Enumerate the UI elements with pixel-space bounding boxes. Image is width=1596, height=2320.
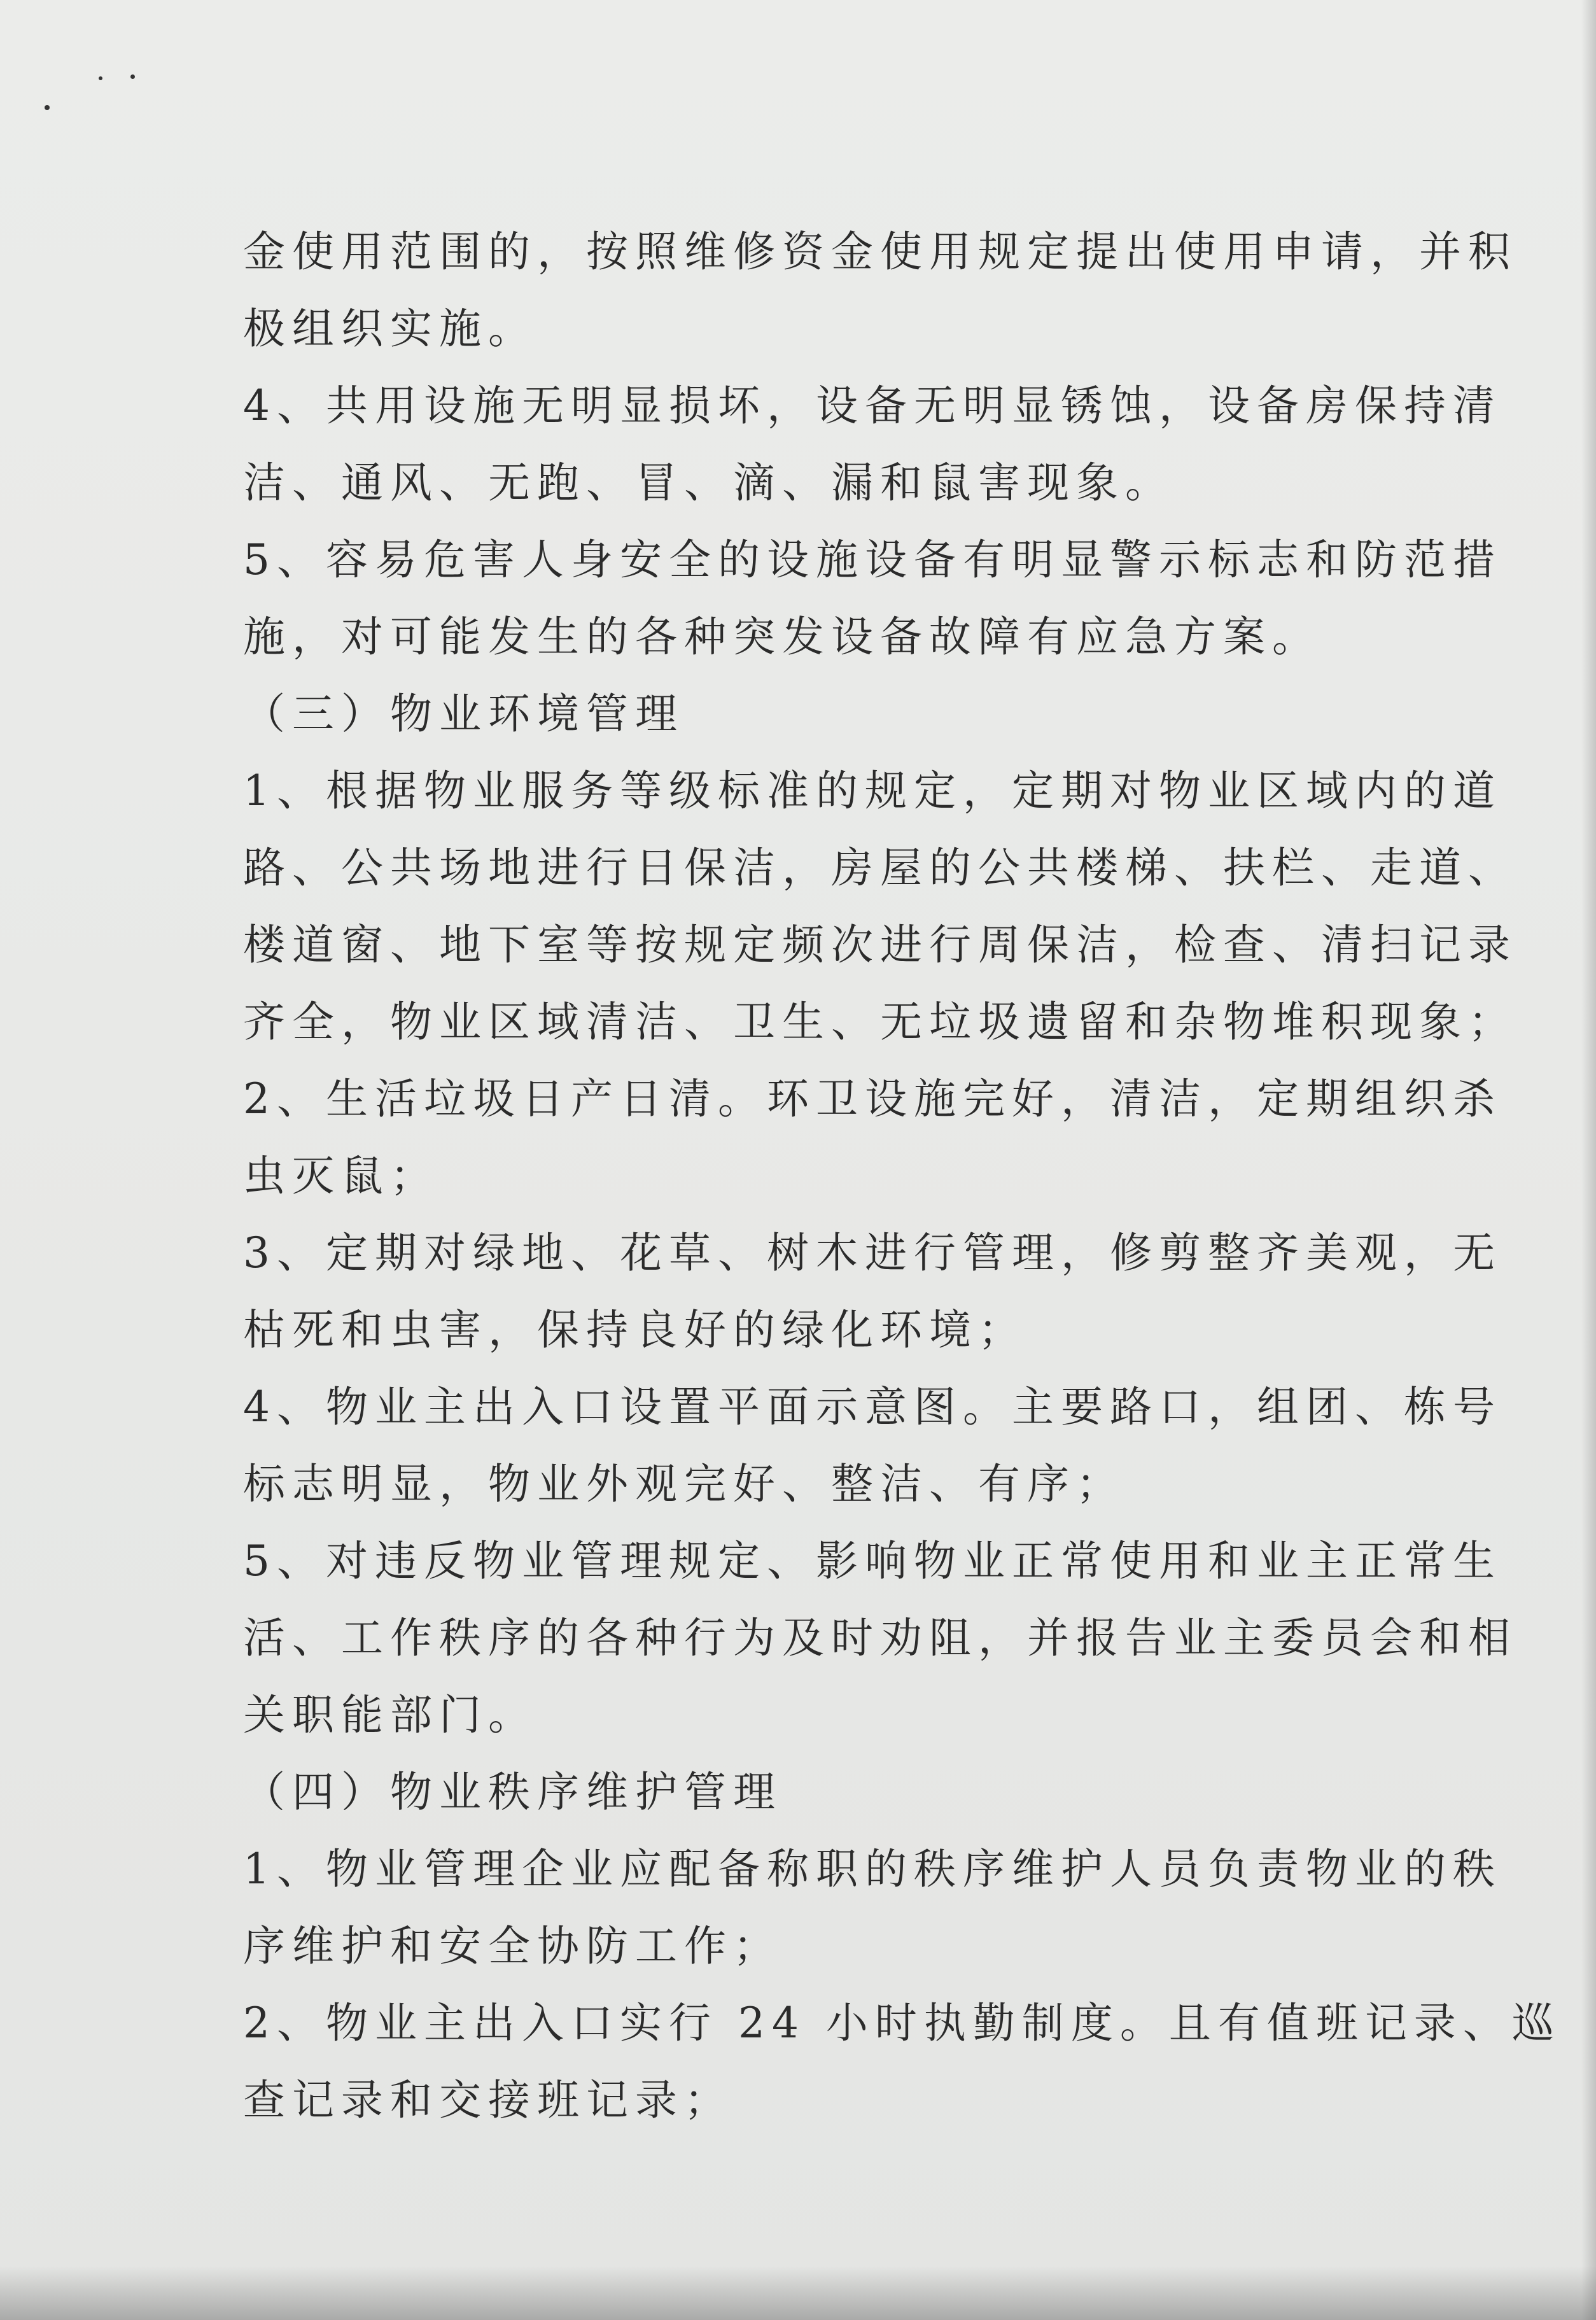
text-line: 2、物业主出入口实行 24 小时执勤制度。且有值班记录、巡 [243,1999,1561,2048]
text-line: 路、公共场地进行日保洁，房屋的公共楼梯、扶栏、走道、 [243,843,1517,892]
text-line: 4、物业主出入口设置平面示意图。主要路口，组团、栋号 [243,1382,1502,1431]
text-line: 虫灭鼠； [243,1151,439,1200]
section-heading: （三）物业环境管理 [243,689,684,738]
text-line: 关职能部门。 [243,1691,537,1740]
text-line: 4、共用设施无明显损坏，设备无明显锈蚀，设备房保持清 [243,381,1502,430]
text-line: 查记录和交接班记录； [243,2076,733,2125]
text-line: 1、根据物业服务等级标准的规定，定期对物业区域内的道 [243,766,1502,815]
text-line: 楼道窗、地下室等按规定频次进行周保洁，检查、清扫记录 [243,920,1517,969]
text-line: 齐全，物业区域清洁、卫生、无垃圾遗留和杂物堆积现象； [243,997,1517,1046]
speck-mark [130,74,135,79]
bottom-shadow [0,2266,1596,2320]
speck-mark [45,105,50,110]
text-line: 5、容易危害人身安全的设施设备有明显警示标志和防范措 [243,535,1502,584]
text-line: 枯死和虫害，保持良好的绿化环境； [243,1305,1027,1354]
text-line: 1、物业管理企业应配备称职的秩序维护人员负责物业的秩 [243,1845,1502,1894]
text-line: 3、定期对绿地、花草、树木进行管理，修剪整齐美观，无 [243,1228,1502,1277]
text-line: 金使用范围的，按照维修资金使用规定提出使用申请，并积 [243,227,1517,276]
document-body [243,213,1561,2139]
text-line: 5、对违反物业管理规定、影响物业正常使用和业主正常生 [243,1536,1502,1585]
text-line: 序维护和安全协防工作； [243,1922,782,1971]
text-line: 洁、通风、无跑、冒、滴、漏和鼠害现象。 [243,458,1174,507]
text-line: 施，对可能发生的各种突发设备故障有应急方案。 [243,612,1321,661]
section-heading: （四）物业秩序维护管理 [243,1768,782,1817]
text-line: 标志明显，物业外观完好、整洁、有序； [243,1459,1125,1508]
speck-mark [99,76,102,80]
text-line: 2、生活垃圾日产日清。环卫设施完好，清洁，定期组织杀 [243,1074,1502,1123]
page-edge-shadow [1581,0,1596,2320]
text-line: 极组织实施。 [243,304,537,353]
text-line: 活、工作秩序的各种行为及时劝阻，并报告业主委员会和相 [243,1613,1517,1663]
